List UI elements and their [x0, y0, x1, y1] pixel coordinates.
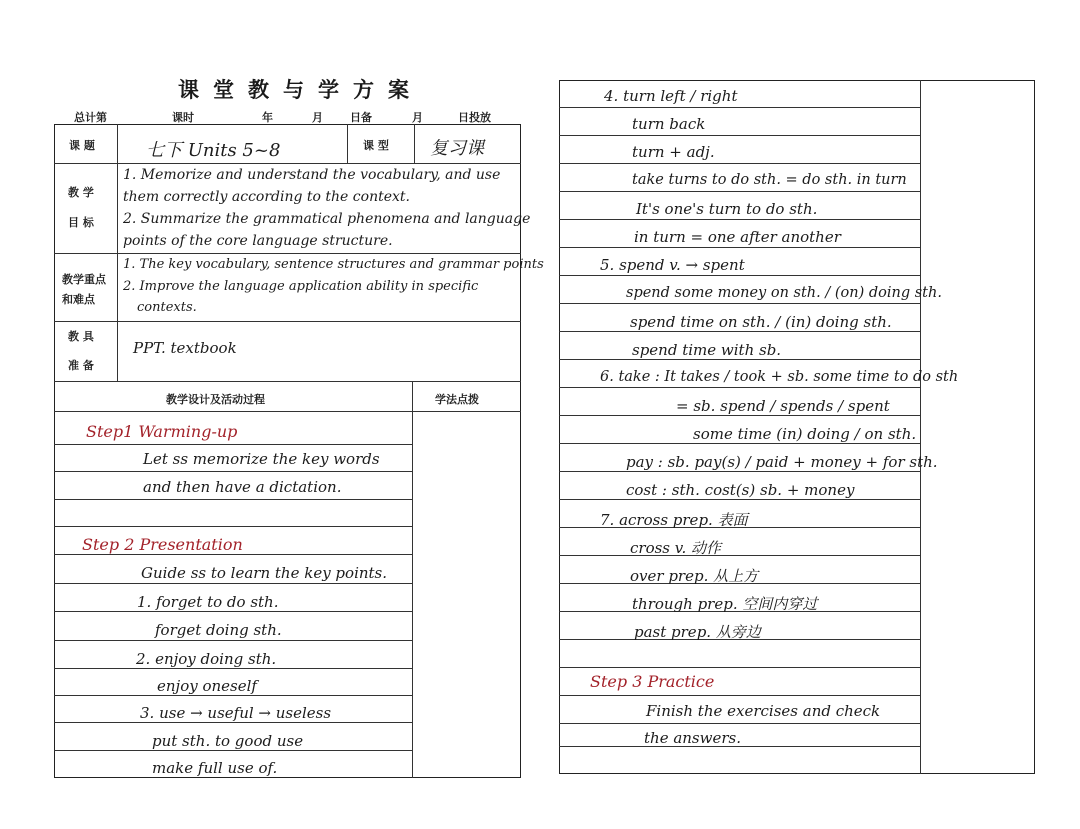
- subject-label: 课 题: [69, 139, 95, 152]
- label-col-divider: [117, 124, 118, 381]
- ruled-line: [54, 611, 412, 612]
- ruled-line: [559, 667, 920, 668]
- step2-line: 1. forget to do sth.: [137, 593, 279, 611]
- step2-line: 3. use → useful → useless: [140, 704, 332, 722]
- row-divider: [54, 253, 521, 254]
- keypoint-line: contexts.: [137, 300, 197, 315]
- note-line: over prep. 从上方: [630, 567, 759, 585]
- tools-value: PPT. textbook: [133, 339, 237, 357]
- step1-title: Step1 Warming-up: [86, 422, 238, 441]
- step1-line: and then have a dictation.: [143, 478, 342, 496]
- note-line: through prep. 空间内穿过: [632, 595, 818, 613]
- ruled-line: [54, 695, 412, 696]
- goal-line: 1. Memorize and understand the vocabulary, and use: [123, 167, 501, 183]
- goal-line: them correctly according to the context.: [123, 189, 410, 205]
- ruled-line: [559, 359, 920, 360]
- ruled-line: [559, 471, 920, 472]
- subject-value: 七下 Units 5~8: [146, 140, 281, 161]
- note-line: spend time on sth. / (in) doing sth.: [630, 313, 892, 331]
- note-line: 7. across prep. 表面: [600, 511, 748, 529]
- step2-line: enjoy oneself: [157, 677, 257, 695]
- ruled-line: [54, 499, 412, 500]
- note-line: 6. take : It takes / took + sb. some time to do sth: [600, 369, 959, 385]
- step2-line: forget doing sth.: [155, 621, 282, 639]
- meta-year: 年: [262, 111, 273, 124]
- ruled-line: [559, 219, 920, 220]
- type-value: 复习课: [430, 138, 484, 159]
- ruled-line: [559, 275, 920, 276]
- ruled-line: [54, 722, 412, 723]
- keypoint-line: 1. The key vocabulary, sentence structures and grammar points: [123, 257, 544, 272]
- ruled-line: [54, 750, 412, 751]
- meta-delivered-day: 日投放: [458, 111, 491, 124]
- goals-label-1: 教 学: [68, 186, 94, 199]
- ruled-line: [559, 499, 920, 500]
- step2-line: make full use of.: [152, 759, 278, 777]
- ruled-line: [54, 444, 412, 445]
- ruled-line: [559, 191, 920, 192]
- ruled-line: [54, 640, 412, 641]
- step2-line: 2. enjoy doing sth.: [136, 650, 277, 668]
- note-line: turn back: [632, 115, 706, 133]
- step2-line: put sth. to good use: [152, 732, 304, 750]
- ruled-line: [559, 163, 920, 164]
- meta-total: 总计第: [74, 111, 107, 124]
- ruled-line: [54, 526, 412, 527]
- note-line: = sb. spend / spends / spent: [676, 397, 890, 415]
- row-divider: [54, 163, 521, 164]
- guide-col-divider: [920, 80, 921, 774]
- step2-title: Step 2 Presentation: [82, 535, 243, 554]
- keypoints-label-1: 教学重点: [62, 273, 106, 286]
- meta-month2: 月: [412, 111, 423, 124]
- ruled-line: [559, 723, 920, 724]
- note-line: pay : sb. pay(s) / paid + money + for sth.: [626, 453, 938, 471]
- ruled-line: [559, 695, 920, 696]
- row-divider: [54, 381, 521, 382]
- note-line: turn + adj.: [632, 143, 715, 161]
- note-line: take turns to do sth. = do sth. in turn: [632, 172, 907, 188]
- keypoint-line: 2. Improve the language application ability in specific: [123, 279, 479, 294]
- note-line: spend time with sb.: [632, 341, 782, 359]
- goals-label-2: 目 标: [68, 216, 94, 229]
- page-title: 课堂教与学方案: [178, 78, 423, 102]
- note-line: some time (in) doing / on sth.: [693, 425, 917, 443]
- design-header: 教学设计及活动过程: [166, 393, 265, 406]
- ruled-line: [559, 247, 920, 248]
- type-label: 课 型: [363, 139, 389, 152]
- row-divider: [54, 321, 521, 322]
- ruled-line: [54, 668, 412, 669]
- note-line: spend some money on sth. / (on) doing sth.: [626, 285, 942, 301]
- step3-line: the answers.: [644, 729, 741, 747]
- ruled-line: [559, 555, 920, 556]
- note-line: in turn = one after another: [634, 228, 841, 246]
- ruled-line: [559, 443, 920, 444]
- note-line: past prep. 从旁边: [634, 623, 761, 641]
- note-line: 4. turn left / right: [604, 87, 738, 105]
- ruled-line: [559, 331, 920, 332]
- goal-line: 2. Summarize the grammatical phenomena and language: [123, 211, 531, 227]
- tools-label-1: 教 具: [68, 330, 94, 343]
- tools-label-2: 准 备: [68, 359, 94, 372]
- keypoints-label-2: 和难点: [62, 293, 95, 306]
- note-line: 5. spend v. → spent: [600, 256, 745, 274]
- note-line: cost : sth. cost(s) sb. + money: [626, 481, 855, 499]
- ruled-line: [559, 303, 920, 304]
- step1-line: Let ss memorize the key words: [143, 450, 380, 468]
- ruled-line: [54, 583, 412, 584]
- step3-line: Finish the exercises and check: [646, 702, 881, 720]
- note-line: cross v. 动作: [630, 539, 721, 557]
- ruled-line: [559, 415, 920, 416]
- note-line: It's one's turn to do sth.: [636, 200, 818, 218]
- ruled-line: [559, 107, 920, 108]
- meta-prepared-day: 日备: [350, 111, 372, 124]
- ruled-line: [54, 554, 412, 555]
- meta-lesson: 课时: [172, 111, 194, 124]
- col-divider: [414, 124, 415, 163]
- guide-col-divider: [412, 381, 413, 778]
- row-divider: [54, 411, 521, 412]
- ruled-line: [54, 471, 412, 472]
- meta-month: 月: [312, 111, 323, 124]
- goal-line: points of the core language structure.: [123, 233, 393, 249]
- guide-header: 学法点拨: [435, 393, 479, 406]
- step2-line: Guide ss to learn the key points.: [141, 564, 388, 582]
- col-divider: [347, 124, 348, 163]
- ruled-line: [559, 135, 920, 136]
- step3-title: Step 3 Practice: [590, 672, 715, 691]
- ruled-line: [559, 387, 920, 388]
